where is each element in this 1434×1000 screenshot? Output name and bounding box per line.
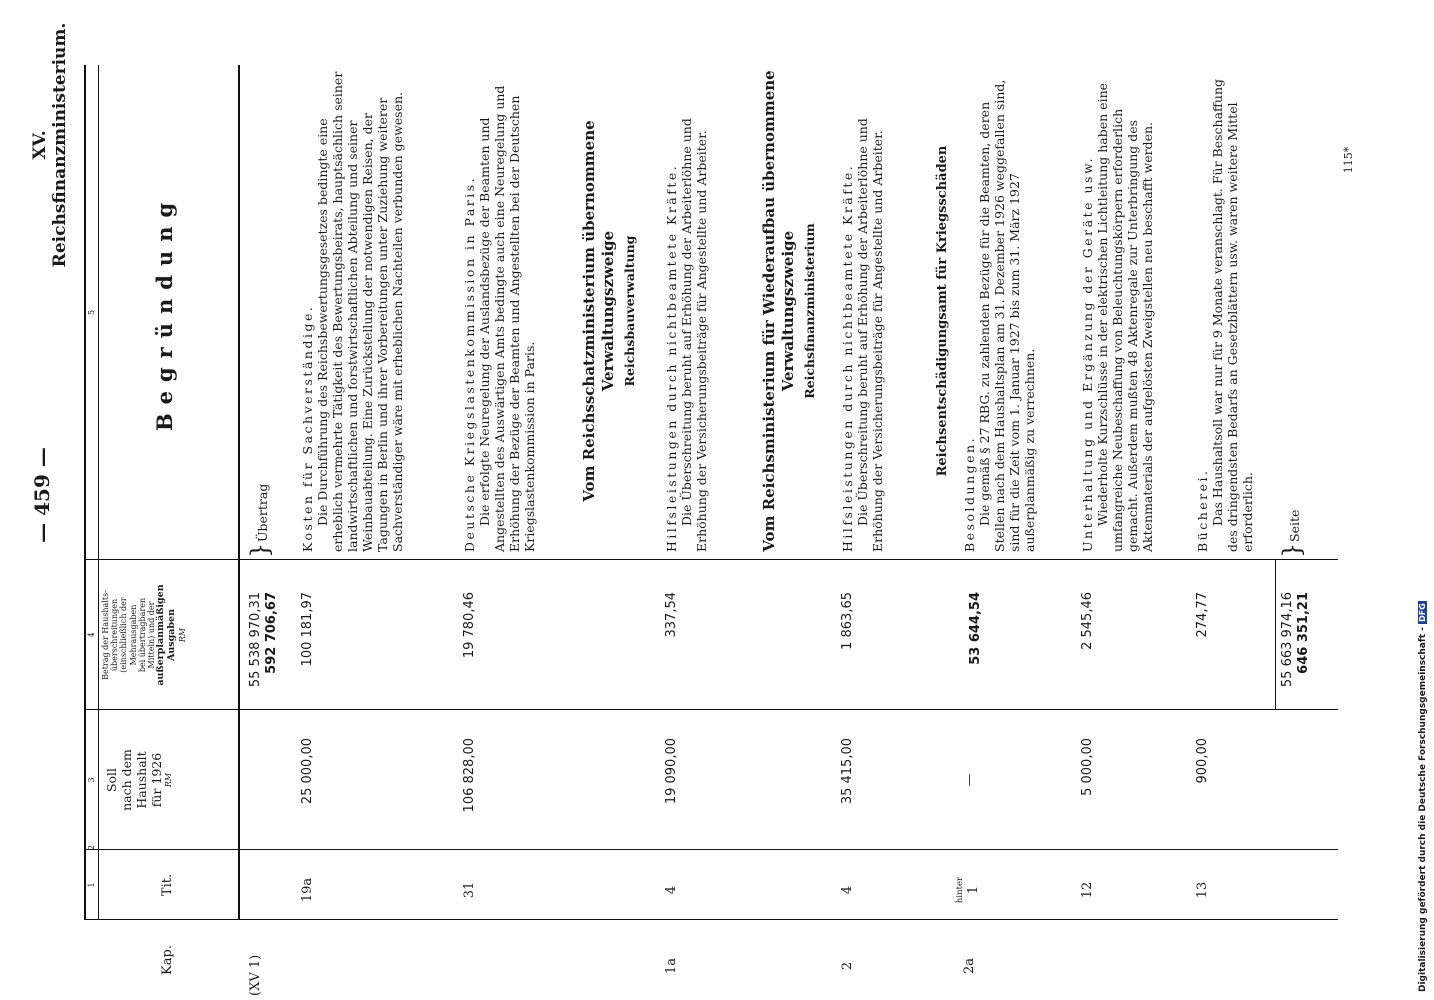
column-rule-tit [84, 849, 1338, 850]
betrag-line-6: Mitteln) und der [146, 601, 156, 669]
column-rule-kap [84, 919, 1338, 920]
row-2-4-heading: Hilfsleistungen durch nichtbeamtete Kräfte. [840, 163, 855, 552]
row-12-text: Wiederholte Kurzschlüsse in der elektrischen Lichtleitung haben eine umfangreiche Neubeschaffung von Beleuchtungskörpern erforderlich gemacht. Außerdem mußten 48 Aktenregale zur Unterbringung des Aktenmaterials der aufgelösten Zweigstellen neu beschafft werden. [1095, 82, 1155, 552]
row-19a-heading: Kosten für Sachverständige. [300, 304, 315, 552]
betrag-line-2: überschreitungen [110, 598, 120, 672]
column-header-betrag [101, 560, 187, 710]
row-12-heading: Unterhaltung und Ergänzung der Geräte usw. [1080, 155, 1095, 552]
row-19a-betrag: 100 181,97 [300, 592, 315, 667]
row-13-heading: Bücherei. [1195, 468, 1210, 552]
column-header-begruendung: Begründung [152, 193, 177, 432]
row-2-4-betrag: 1 863,65 [840, 592, 855, 650]
column-header-tit: Tit. [160, 873, 175, 897]
total-amount-1: 55 663 974,16 [1280, 592, 1295, 688]
section-2-subtitle: Reichsfinanzministerium [802, 223, 817, 399]
betrag-line-1: Betrag der Haushalts- [101, 590, 110, 680]
section-2a-kap: 2a [962, 957, 977, 975]
total-rule [1275, 560, 1276, 710]
section-2a [935, 70, 950, 552]
page-number: — 459 — [30, 447, 54, 543]
row-13-betrag: 274,77 [1195, 592, 1210, 638]
soll-line-3: Haushalt [134, 751, 149, 809]
row-hinter-1-heading: Besoldungen. [962, 435, 977, 552]
row-hinter-1-explanation [962, 70, 1037, 552]
section-2a-title: Reichsentschädigungsamt für Kriegsschäden [935, 145, 950, 477]
rotated-page: — 459 — XV. Reichsfinanzministerium. 1 2 3 4 5 Kap. Tit. Soll nach dem Haushalt für 1926 RM Betrag der Haushalts- überschreitungen (einschließlich der Mehrausgaben bei übertragbaren Mitteln) und der außerplanmäßigen Ausgaben RM Begründung (XV 1) 55 538 970,31 592 706,67 } Übertrag 19a 25 000,00 100 181,97 Kosten für Sachverständige. Die Durchführung des Reichsbewertungsgesetzes bedingte eine erheblich vermehrte Tätigkeit des Bewertungsbeirats, hauptsächlich seiner landwirtschaftlichen und forstwirtschaftlichen Abteilung und seiner Weinbauabteilung. Eine Zurückstellung der notwendigen Reisen, der Tagungen in Berlin und ihrer Vorbereitungen unter Zuziehung weiterer Sachverständiger wäre mit erheblichen Nachteilen verbunden gewesen. 31 106 828,00 19 780,46 Deutsche Kriegslastenkommission in Paris. Die erfolgte Neuregelung der Auslandsbezüge der Beamten und Angestellten des Auswärtigen Amts bedingte auch eine Neuregelung und Erhöhung der Bezüge der Beamten und Angestellten bei der Deutschen Kriegslastenkommission in Paris. Vom Reichsschatzministerium übernommene Verwaltungszweige Reichsbauverwaltung 1a 4 19 090,00 337,54 Hilfsleistungen durch nichtbeamtete Kräfte. Die Überschreitung beruht auf Erhöhung der Arbeiterlöhne und Erhöhung der Versicherungsbeiträge für Angestellte und Arbeiter. Vom Reichsministerium für Wiederaufbau übernommene Verwaltungszweige Reichsfinanzministerium 2 4 35 415,00 1 863,65 Hilfsleistungen durch nichtbeamtete Kräfte. Die Überschreitung beruht auf Erhöhung der Arbeiterlöhne und Erhöhung der Versicherungsbeiträge für Angestellte und Arbeiter. Reichsentschädigungsamt für Kriegsschäden 2a hinter 1 — 53 644,54 Besoldungen. Die gemäß § 27 RBG. zu zahlenden Bezüge für die Beamten, deren Stellen nach dem Haushaltsplan am 31. Dezember 1926 weggefallen sind, sind für die Zeit vom 1. Januar 1927 bis zum 31. März 1927 außerplanmäßig zu verrechnen. 12 5 000,00 2 545,46 Unterhaltung und Ergänzung der Geräte usw. Wiederholte Kurzschlüsse in der elektrischen Lichtleitung haben eine umfangreiche Neubeschaffung von Beleuchtungskörpern erforderlich gemacht. Außerdem mußten 48 Aktenregale zur Unterbringung des Aktenmaterials der aufgelösten Zweigstellen neu beschafft werden. 13 900,00 274,77 Bücherei. Das Haushaltsoll war nur für 9 Monate veranschlagt. Für Beschaffung des dringendsten Bedarfs an Gesetzblättern usw. waren weitere Mittel erforderlich. 55 663 974,16 646 351,21 } Seite 115* Digitalisierung gefördert durch die Deutsche Forschungsgemeinschaft - DFG [0, 0, 1434, 1000]
row-31-tit: 31 [462, 881, 477, 899]
dfg-side-note [1418, 601, 1428, 992]
soll-line-1: Soll [104, 767, 119, 793]
column-number-1: 1 [87, 882, 96, 888]
column-number-3: 3 [87, 777, 96, 783]
row-31-betrag: 19 780,46 [462, 592, 477, 659]
row-19a-soll: 25 000,00 [300, 738, 315, 805]
column-number-5: 5 [87, 309, 96, 316]
row-hinter-1-tit [954, 860, 980, 920]
soll-unit: RM [164, 772, 173, 788]
section-1a-kap: 1a [664, 957, 679, 975]
row-19a-explanation [300, 70, 405, 552]
dfg-logo: DFG [1418, 603, 1427, 622]
row-2-4-text: Die Überschreitung beruht auf Erhöhung der Arbeiterlöhne und Erhöhung der Versicherungsbeiträge für Angestellte und Arbeiter. [855, 118, 885, 552]
row-12-betrag: 2 545,46 [1080, 592, 1095, 650]
column-rule-betrag [84, 559, 1338, 560]
carry-label: Übertrag [255, 483, 270, 542]
carry-brace: } [246, 542, 274, 558]
section-1a-title: Vom Reichsschatzministerium übernommene Verwaltungszweige [580, 120, 617, 502]
section-2 [760, 70, 817, 552]
row-13-explanation [1195, 70, 1255, 552]
row-hinter-1-betrag: 53 644,54 [968, 592, 983, 665]
column-header-kap: Kap. [160, 945, 175, 975]
section-1a-subtitle: Reichsbauverwaltung [622, 235, 637, 387]
row-31-heading: Deutsche Kriegslastenkommission in Paris. [462, 175, 477, 552]
row-13-text: Das Haushaltsoll war nur für 9 Monate veranschlagt. Für Beschaffung des dringendsten Bedarfs an Gesetzblättern usw. waren weitere Mittel erforderlich. [1210, 78, 1255, 552]
row-13-tit: 13 [1195, 881, 1210, 899]
betrag-line-4: Mehrausgaben [128, 604, 138, 666]
row-hinter-1-number: 1 [966, 885, 981, 895]
soll-line-4: für 1926 [149, 752, 164, 808]
row-1a-4-heading: Hilfsleistungen durch nichtbeamtete Kräfte. [664, 163, 679, 552]
carry-amount-1: 55 538 970,31 [248, 592, 263, 688]
table-top-rule [84, 65, 86, 920]
row-31-soll: 106 828,00 [462, 738, 477, 813]
row-31-explanation [462, 70, 537, 552]
carry-amount-2: 592 706,67 [264, 592, 279, 674]
dfg-side-text: Digitalisierung gefördert durch die Deutsche Forschungsgemeinschaft - [1418, 627, 1428, 992]
betrag-unit: RM [177, 627, 187, 643]
betrag-line-5: bei übertragbaren [137, 597, 147, 673]
total-label: Seite [1287, 509, 1302, 542]
row-2-4-explanation [840, 70, 885, 552]
total-brace: } [1278, 542, 1306, 558]
row-19a-text: Die Durchführung des Reichsbewertungsgesetzes bedingte eine erheblich vermehrte Tätigkeit des Bewertungsbeirats, hauptsächlich seiner landwirtschaftlichen und forstwirtschaftlichen Abteilung und seiner Weinbauabteilung. Eine Zurückstellung der notwendigen Reisen, der Tagungen in Berlin und ihrer Vorbereitungen unter Zuziehung weiterer Sachverständiger wäre mit erheblichen Nachteilen verbunden gewesen. [315, 71, 405, 552]
row-12-soll: 5 000,00 [1080, 738, 1095, 796]
section-2-kap: 2 [840, 961, 855, 971]
footer-mark: 115* [1342, 146, 1355, 174]
row-2-4-soll: 35 415,00 [840, 738, 855, 805]
column-number-4: 4 [87, 632, 96, 638]
row-12-explanation [1080, 70, 1155, 552]
row-13-soll: 900,00 [1195, 738, 1210, 784]
column-number-rule [98, 65, 99, 920]
row-2-4-tit: 4 [840, 885, 855, 895]
row-1a-4-soll: 19 090,00 [664, 738, 679, 805]
section-1a [580, 70, 637, 552]
column-header-soll [104, 710, 174, 850]
row-1a-4-text: Die Überschreitung beruht auf Erhöhung der Arbeiterlöhne und Erhöhung der Versicherungsbeiträge für Angestellte und Arbeiter. [679, 118, 709, 552]
row-1a-4-explanation [664, 70, 709, 552]
row-1a-4-tit: 4 [664, 885, 679, 895]
soll-line-2: nach dem [119, 749, 134, 811]
row-hinter-1-text: Die gemäß § 27 RBG. zu zahlenden Bezüge für die Beamten, deren Stellen nach dem Haushaltsplan am 31. Dezember 1926 weggefallen sind, sind für die Zeit vom 1. Januar 1927 bis zum 31. März 1927 außerplanmäßig zu verrechnen. [977, 79, 1037, 552]
betrag-line-3: (einschließlich der [119, 597, 129, 673]
header-bottom-rule [238, 65, 240, 920]
total-amount-2: 646 351,21 [1296, 592, 1311, 674]
betrag-bold-line: außerplanmäßigen Ausgaben [155, 584, 178, 686]
section-2-title: Vom Reichsministerium für Wiederaufbau übernommene Verwaltungszweige [760, 70, 797, 552]
row-19a-tit: 19a [300, 877, 315, 903]
carry-kap: (XV 1) [248, 954, 263, 996]
row-31-text: Die erfolgte Neuregelung der Auslandsbezüge der Beamten und Angestellten des Auswärtigen Amts bedingte auch eine Neuregelung und Erhöhung der Bezüge der Beamten und Angestellten bei der Deutschen Kriegslastenkommission in Paris. [477, 85, 537, 552]
row-12-tit: 12 [1080, 881, 1095, 899]
row-1a-4-betrag: 337,54 [664, 592, 679, 638]
running-title: XV. Reichsfinanzministerium. [30, 22, 70, 268]
row-hinter-1-soll: — [962, 773, 977, 787]
row-hinter-1-prefix: hinter [955, 876, 965, 904]
